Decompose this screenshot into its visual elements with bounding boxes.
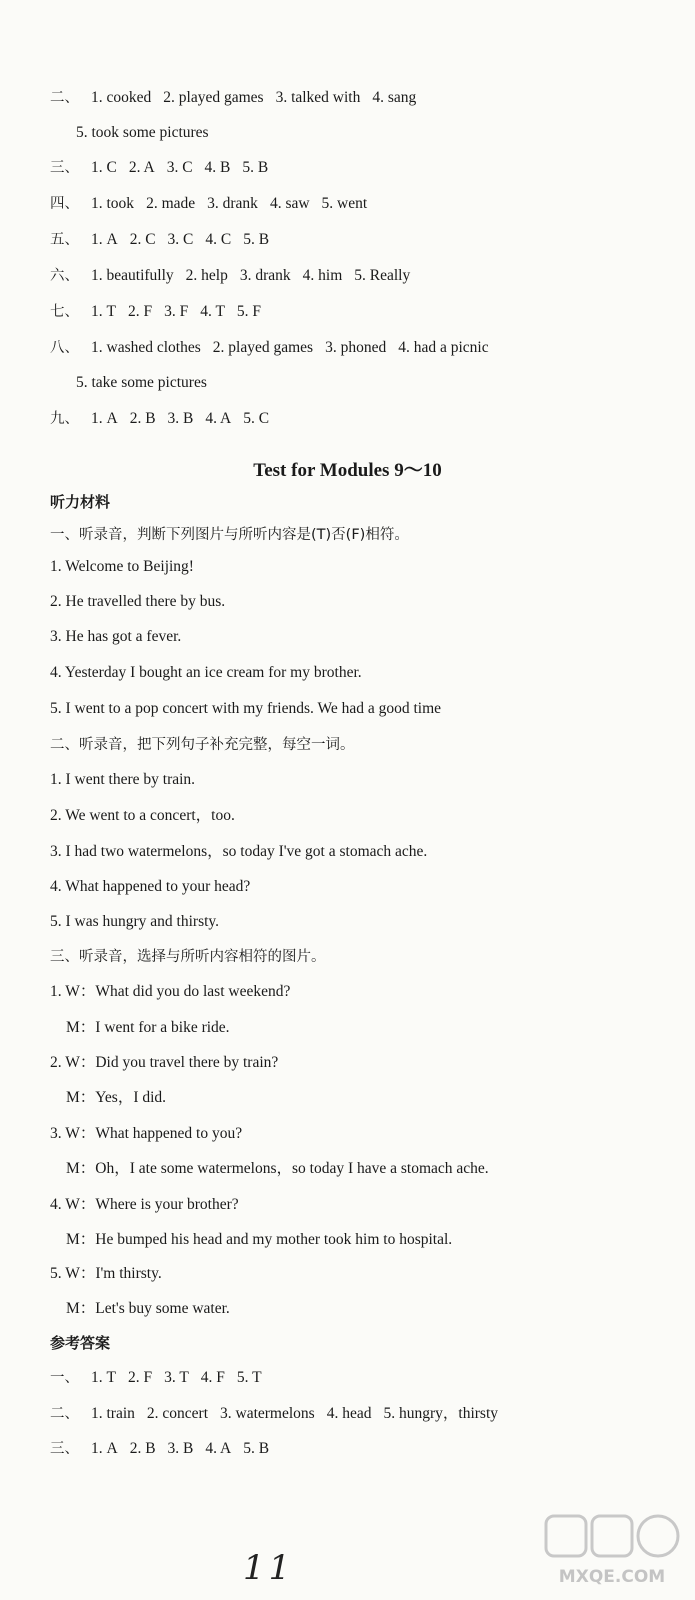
dialog-w: 5. W：I'm thirsty. xyxy=(50,1265,162,1282)
answer-item: 4. C xyxy=(205,231,232,248)
answer-item: 1. T xyxy=(91,303,116,320)
answer-item: 4. head xyxy=(326,1405,372,1422)
list-item: 1. I went there by train. xyxy=(50,771,196,788)
section-prefix: 八、 xyxy=(50,340,79,356)
dialog-m: M：Yes，I did. xyxy=(66,1089,167,1106)
answer-item: 1. A xyxy=(91,410,118,427)
watermark-logo xyxy=(540,1512,685,1592)
answer-item: 5. Really xyxy=(354,267,411,284)
section-prefix: 二、 xyxy=(50,90,79,106)
answer-item: 4. had a picnic xyxy=(398,339,489,356)
test-title: Test for Modules 9～10 xyxy=(253,460,442,481)
list-item: 3. He has got a fever. xyxy=(50,628,182,645)
dialog-w: 3. W：What happened to you? xyxy=(50,1125,243,1142)
answer-item: 5. F xyxy=(236,303,262,320)
dialog-w: 2. W：Did you travel there by train? xyxy=(50,1054,279,1071)
answer-item: 3. talked with xyxy=(275,89,361,106)
section-prefix: 二、 xyxy=(50,1406,79,1422)
answer-item: 2. B xyxy=(129,1440,156,1457)
part1-instruction: 一、听录音，判断下列图片与所听内容是(T)否(F)相符。 xyxy=(50,527,409,543)
section-prefix: 一、 xyxy=(50,1370,79,1386)
section-prefix: 七、 xyxy=(50,304,79,320)
answer-row xyxy=(50,1368,262,1388)
part2-instruction: 二、听录音，把下列句子补充完整，每空一词。 xyxy=(50,737,355,753)
answer-item: 2. F xyxy=(127,1369,153,1386)
list-item: 4. Yesterday I bought an ice cream for my brother. xyxy=(50,664,362,681)
answer-item: 5. C xyxy=(243,410,270,427)
answer-row xyxy=(76,123,209,143)
section-prefix: 九、 xyxy=(50,411,79,427)
answer-item: 5. B xyxy=(242,159,269,176)
answers-heading: 参考答案 xyxy=(50,1334,111,1352)
answer-item: 4. T xyxy=(200,303,225,320)
answer-item: 5. B xyxy=(243,231,270,248)
answer-item: 2. A xyxy=(128,159,155,176)
list-item: 2. We went to a concert，too. xyxy=(50,807,235,824)
answer-item: 1. A xyxy=(91,1440,118,1457)
answer-item: 2. B xyxy=(129,410,156,427)
answer-item: 5. took some pictures xyxy=(76,124,209,141)
answer-item: 4. saw xyxy=(269,195,310,212)
dialog-m: M：I went for a bike ride. xyxy=(66,1019,230,1036)
answer-item: 3. T xyxy=(164,1369,189,1386)
answer-row xyxy=(50,409,269,429)
answer-item: 4. F xyxy=(200,1369,225,1386)
dialog-m: M：Let's buy some water. xyxy=(66,1300,230,1317)
answer-row xyxy=(50,88,416,108)
answer-item: 2. made xyxy=(146,195,196,212)
answer-row xyxy=(50,230,269,250)
answer-item: 1. washed clothes xyxy=(91,339,201,356)
dialog-m: M：He bumped his head and my mother took him to hospital. xyxy=(66,1231,453,1248)
listening-heading: 听力材料 xyxy=(50,493,111,511)
answer-item: 3. C xyxy=(166,159,193,176)
answer-item: 5. take some pictures xyxy=(76,374,207,391)
dialog-m: M：Oh，I ate some watermelons，so today I have a stomach ache. xyxy=(66,1160,489,1177)
answer-item: 2. help xyxy=(185,267,228,284)
answer-item: 4. B xyxy=(204,159,231,176)
answer-row xyxy=(76,373,207,393)
answer-item: 3. drank xyxy=(207,195,258,212)
answer-row xyxy=(50,338,489,358)
section-prefix: 三、 xyxy=(50,160,79,176)
answer-item: 2. played games xyxy=(212,339,314,356)
page-number: 11 xyxy=(243,1548,295,1588)
list-item: 2. He travelled there by bus. xyxy=(50,593,226,610)
answer-item: 3. watermelons xyxy=(220,1405,315,1422)
answer-item: 5. hungry，thirsty xyxy=(383,1405,499,1422)
answer-item: 3. F xyxy=(164,303,189,320)
list-item: 5. I went to a pop concert with my friends. We had a good time xyxy=(50,700,442,717)
answer-item: 5. B xyxy=(243,1440,270,1457)
answer-row xyxy=(50,194,367,214)
answer-item: 2. played games xyxy=(163,89,264,106)
answer-row xyxy=(50,1404,498,1424)
answer-row xyxy=(50,302,261,322)
watermark-text: MXQE.COM xyxy=(558,1567,666,1587)
section-prefix: 四、 xyxy=(50,196,79,212)
answer-item: 2. concert xyxy=(146,1405,209,1422)
answer-item: 1. C xyxy=(91,159,117,176)
list-item: 1. Welcome to Beijing! xyxy=(50,558,194,575)
answer-item: 4. A xyxy=(205,1440,232,1457)
answer-item: 1. cooked xyxy=(91,89,152,106)
answer-item: 1. T xyxy=(91,1369,116,1386)
answer-item: 4. sang xyxy=(372,89,417,106)
answer-item: 3. C xyxy=(167,231,194,248)
section-prefix: 三、 xyxy=(50,1441,79,1457)
answer-row xyxy=(50,1439,269,1459)
dialog-w: 1. W：What did you do last weekend? xyxy=(50,983,291,1000)
answer-item: 3. B xyxy=(167,1440,194,1457)
answer-item: 4. A xyxy=(205,410,232,427)
answer-item: 5. T xyxy=(236,1369,262,1386)
answer-item: 1. took xyxy=(91,195,135,212)
list-item: 3. I had two watermelons，so today I've got a stomach ache. xyxy=(50,843,428,860)
answer-item: 5. went xyxy=(321,195,368,212)
part3-instruction: 三、听录音，选择与所听内容相符的图片。 xyxy=(50,949,326,965)
answer-row xyxy=(50,266,410,286)
answer-item: 2. F xyxy=(127,303,153,320)
section-prefix: 六、 xyxy=(50,268,79,284)
answer-item: 1. A xyxy=(91,231,118,248)
answer-item: 4. him xyxy=(302,267,343,284)
section-prefix: 五、 xyxy=(50,232,79,248)
answer-item: 2. C xyxy=(129,231,156,248)
answer-item: 3. phoned xyxy=(325,339,387,356)
answer-item: 3. drank xyxy=(239,267,291,284)
answer-item: 1. train xyxy=(91,1405,135,1422)
answer-row xyxy=(50,158,268,178)
answer-item: 3. B xyxy=(167,410,194,427)
list-item: 5. I was hungry and thirsty. xyxy=(50,913,220,930)
dialog-w: 4. W：Where is your brother? xyxy=(50,1196,239,1213)
list-item: 4. What happened to your head? xyxy=(50,878,251,895)
answer-item: 1. beautifully xyxy=(91,267,174,284)
